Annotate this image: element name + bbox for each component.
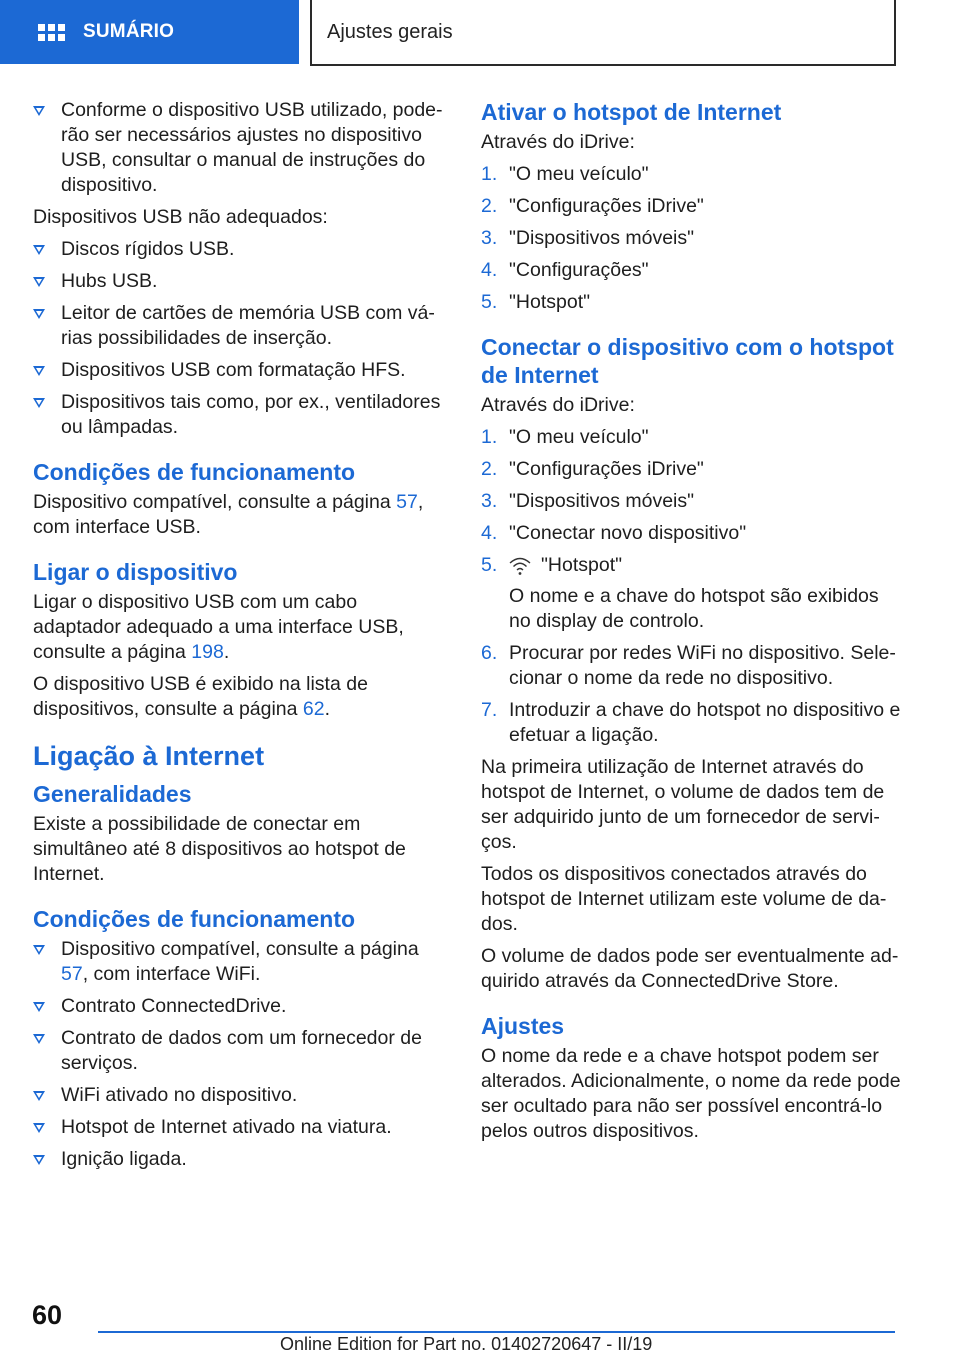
list-item: Hotspot de Internet ativado na viatura. xyxy=(33,1115,449,1140)
section-title: Ajustes gerais xyxy=(310,0,896,66)
list-item: WiFi ativado no dispositivo. xyxy=(33,1083,449,1108)
triangle-bullet-icon xyxy=(33,309,45,319)
heading-internet: Ligação à Internet xyxy=(33,741,265,771)
triangle-bullet-icon xyxy=(33,1091,45,1101)
list-item: Contrato ConnectedDrive. xyxy=(33,994,449,1019)
step-item: 2. "Configurações iDrive" xyxy=(481,458,704,480)
paragraph: O nome da rede e a chave hotspot podem ser alterados. Adicionalmente, o nome da rede pode ser ocultado para não ser possível encontrá-lo pelos outros dispositivos. xyxy=(481,1045,901,1142)
list-item: Discos rígidos USB. xyxy=(33,237,449,262)
heading-settings: Ajustes xyxy=(481,1013,565,1039)
triangle-bullet-icon xyxy=(33,245,45,255)
top-bar xyxy=(0,0,960,66)
general-text: Existe a possibilidade de conectar em simultâneo até 8 dispositivos ao hotspot de Internet. xyxy=(33,813,406,885)
wifi-icon xyxy=(509,556,531,576)
list-item: Dispositivo compatível, consulte a página 57, com interface WiFi. xyxy=(33,937,449,987)
heading-activate-hotspot: Ativar o hotspot de Internet xyxy=(481,99,782,125)
list-item: Dispositivos tais como, por ex., ventiladores ou lâmpadas. xyxy=(33,390,449,440)
toc-button[interactable] xyxy=(0,0,299,64)
page-link[interactable]: 57 xyxy=(396,491,418,513)
page-link[interactable]: 198 xyxy=(191,641,224,663)
list-item: Contrato de dados com um fornecedor de serviços. xyxy=(33,1026,449,1076)
heading-connect-device: Ligar o dispositivo xyxy=(33,559,238,585)
heading-conditions-2: Condições de funcionamento xyxy=(33,906,356,932)
triangle-bullet-icon xyxy=(33,945,45,955)
conditions-text: Dispositivo compatível, consulte a página 57, com interface USB. xyxy=(33,491,424,538)
step-item: 3. "Dispositivos móveis" xyxy=(481,227,695,249)
step-item: 6. Procurar por redes WiFi no dispositivo. Selecionar o nome da rede no dispositivo. xyxy=(481,642,896,689)
triangle-bullet-icon xyxy=(33,1034,45,1044)
right-column xyxy=(481,98,901,1151)
footer-edition: Online Edition for Part no. 01402720647 - II/19 xyxy=(280,1334,653,1354)
triangle-bullet-icon xyxy=(33,1155,45,1165)
triangle-bullet-icon xyxy=(33,1123,45,1133)
step-item: 7. Introduzir a chave do hotspot no dispositivo e efetuar a ligação. xyxy=(481,699,901,746)
via-idrive: Através do iDrive: xyxy=(481,131,635,153)
heading-connect-hotspot: Conectar o dispositivo com o hotspot de Internet xyxy=(481,334,894,388)
heading-conditions: Condições de funcionamento xyxy=(33,459,356,485)
triangle-bullet-icon xyxy=(33,366,45,376)
paragraph: O volume de dados pode ser eventualmente adquirido através da ConnectedDrive Store. xyxy=(481,945,899,992)
paragraph: Na primeira utilização de Internet através do hotspot de Internet, o volume de dados tem de ser adquirido junto de um fornecedor de serviços. xyxy=(481,756,885,853)
page-link[interactable]: 57 xyxy=(61,963,83,985)
via-idrive: Através do iDrive: xyxy=(481,394,635,416)
unsuitable-intro: Dispositivos USB não adequados: xyxy=(33,206,328,228)
list-item: Hubs USB. xyxy=(33,269,449,294)
step-item: 4. "Configurações" xyxy=(481,259,649,281)
step-note: O nome e a chave do hotspot são exibidos no display de controlo. xyxy=(509,585,879,632)
grid-menu-icon xyxy=(38,24,65,41)
footer-divider xyxy=(98,1331,895,1333)
step-item: 4. "Conectar novo dispositivo" xyxy=(481,522,747,544)
paragraph: Todos os dispositivos conectados através do hotspot de Internet utilizam este volume de dados. xyxy=(481,863,887,935)
triangle-bullet-icon xyxy=(33,106,45,116)
list-item: Conforme o dispositivo USB utilizado, poderão ser necessários ajustes no dispositivo USB, consultar o manual de instruções do dispositivo. xyxy=(33,98,449,198)
step-item: 1. "O meu veículo" xyxy=(481,426,649,448)
left-column xyxy=(33,98,449,1179)
heading-general: Generalidades xyxy=(33,781,192,807)
list-item: Ignição ligada. xyxy=(33,1147,449,1172)
list-item: Dispositivos USB com formatação HFS. xyxy=(33,358,449,383)
list-item: Leitor de cartões de memória USB com várias possibilidades de inserção. xyxy=(33,301,449,351)
page-number: 60 xyxy=(32,1300,63,1330)
shown-text: O dispositivo USB é exibido na lista de dispositivos, consulte a página 62. xyxy=(33,673,368,720)
triangle-bullet-icon xyxy=(33,277,45,287)
toc-label: SUMÁRIO xyxy=(83,21,175,42)
triangle-bullet-icon xyxy=(33,398,45,408)
step-item: 5. "Hotspot" xyxy=(481,291,591,313)
step-item: 2. "Configurações iDrive" xyxy=(481,195,704,217)
connect-text: Ligar o dispositivo USB com um cabo adaptador adequado a uma interface USB, consulte a página 198. xyxy=(33,591,404,663)
step-item: 5. "Hotspot" O nome e a chave do hotspot são exibidos no display de controlo. xyxy=(481,553,901,634)
triangle-bullet-icon xyxy=(33,1002,45,1012)
step-item: 3. "Dispositivos móveis" xyxy=(481,490,695,512)
page-link[interactable]: 62 xyxy=(302,698,325,720)
step-item: 1. "O meu veículo" xyxy=(481,163,649,185)
